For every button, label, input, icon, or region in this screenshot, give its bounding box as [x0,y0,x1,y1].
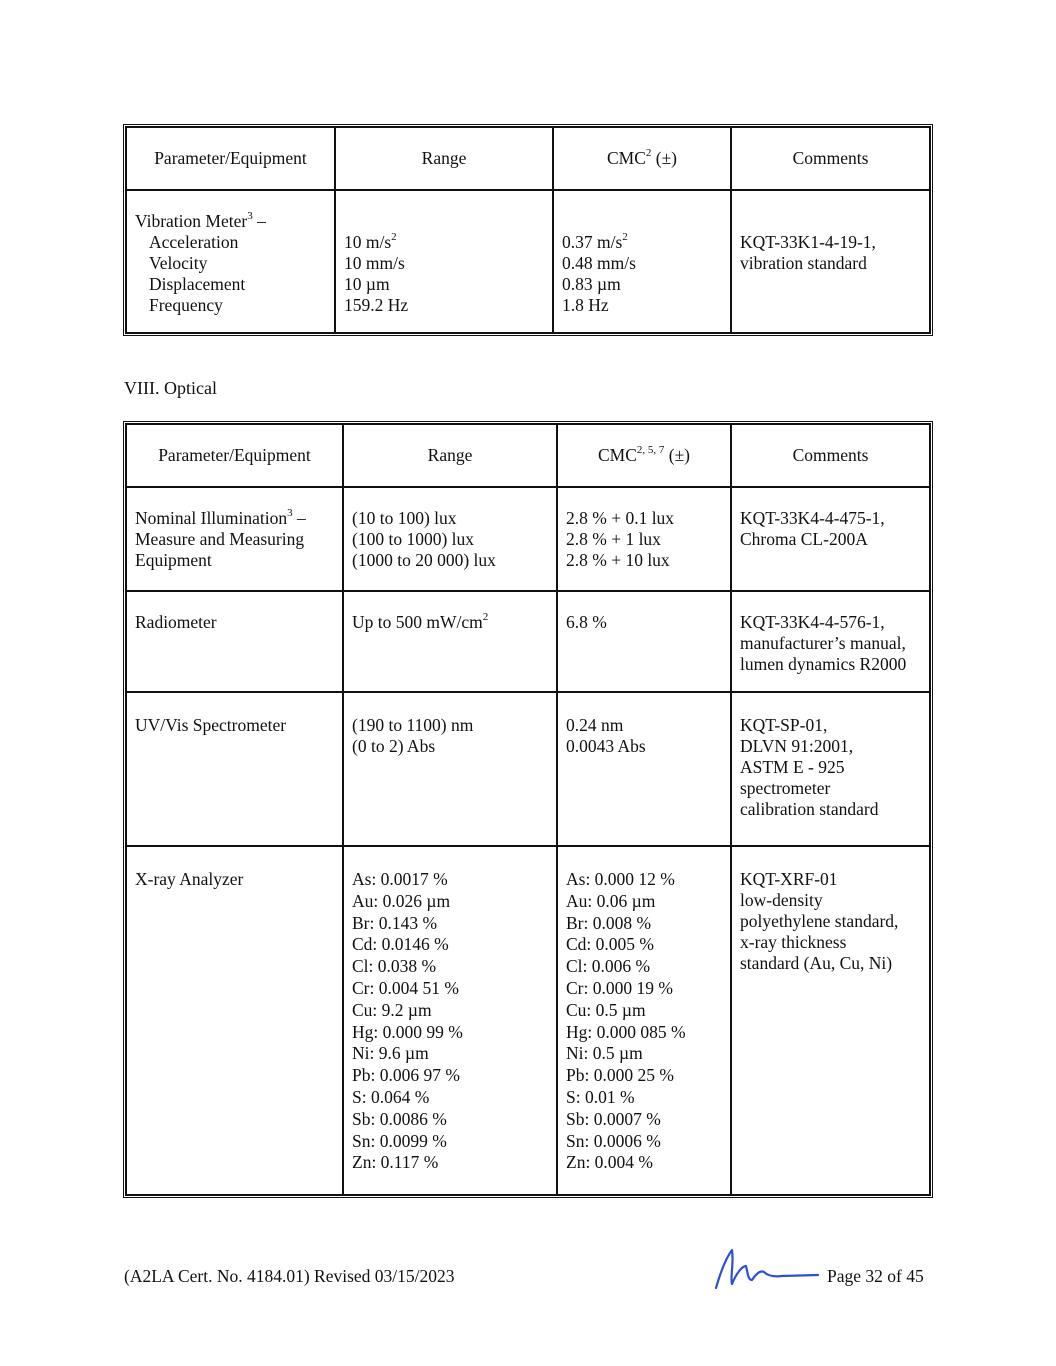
comments-cell: KQT-33K4-4-576-1, manufacturer’s manual, lumen dynamics R2000 [731,591,930,692]
cmc-cell: 2.8 % + 0.1 lux 2.8 % + 1 lux 2.8 % + 10 lux [557,487,731,591]
header-parameter: Parameter/Equipment [126,424,343,487]
cmc-cell: 6.8 % [557,591,731,692]
table-row [126,692,930,846]
vibration-table [123,124,933,336]
range-cell: 10 $m/s^2$ 10 mm/s 10 µm 159.2 Hz [335,190,553,333]
range-cell: As: 0.0017 % Au: 0.026 µm Br: 0.143 % Cd: 0.0146 % Cl: 0.038 % Cr: 0.004 51 % Cu: 9.2 µm Hg: 0.000 99 % Ni: 9.6 µm Pb: 0.006 97 % S: 0.064 % Sb: 0.0086 % Sn: 0.0099 % Zn: 0.117 % [343,846,557,1195]
signature-stroke [716,1250,818,1288]
footer-cert: (A2LA Cert. No. 4184.01) Revised 03/15/2023 [124,1266,455,1286]
parameter-cell: X-ray Analyzer [126,846,343,1195]
table-row [126,591,930,692]
parameter-cell: Nominal Illumination$^3$ – Measure and Measuring Equipment [126,487,343,591]
cmc-cell: 0.37 $m/s^2$ 0.48 mm/s 0.83 µm 1.8 Hz [553,190,731,333]
header-range: Range [335,127,553,190]
table-row [126,487,930,591]
comments-cell: KQT-33K1-4-19-1, vibration standard [731,190,930,333]
comments-cell: KQT-33K4-4-475-1, Chroma CL-200A [731,487,930,591]
optical-table [123,421,933,1198]
range-cell: (190 to 1100) nm (0 to 2) Abs [343,692,557,846]
header-cmc: CMC$^2$ (±) [553,127,731,190]
table-row [126,190,930,333]
header-range: Range [343,424,557,487]
table-row [126,846,930,1195]
header-parameter: Parameter/Equipment [126,127,335,190]
table-header-row [126,127,930,190]
comments-cell: KQT-XRF-01 low-density polyethylene standard, x-ray thickness standard (Au, Cu, Ni) [731,846,930,1195]
page-number: Page 32 of 45 [827,1266,924,1286]
header-comments: Comments [731,127,930,190]
parameter-cell: Vibration Meter$^3$ – Acceleration Velocity Displacement Frequency [126,190,335,333]
header-cmc: CMC$^{2, 5, 7}$ (±) [557,424,731,487]
parameter-cell: UV/Vis Spectrometer [126,692,343,846]
range-cell: Up to 500 $mW/cm^2$ [343,591,557,692]
signature-image [712,1244,820,1292]
comments-cell: KQT-SP-01, DLVN 91:2001, ASTM E - 925 spectrometer calibration standard [731,692,930,846]
cmc-cell: 0.24 nm 0.0043 Abs [557,692,731,846]
table-header-row [126,424,930,487]
cmc-cell: As: 0.000 12 % Au: 0.06 µm Br: 0.008 % Cd: 0.005 % Cl: 0.006 % Cr: 0.000 19 % Cu: 0.5 µm Hg: 0.000 085 % Ni: 0.5 µm Pb: 0.000 25 % S: 0.01 % Sb: 0.0007 % Sn: 0.0006 % Zn: 0.004 % [557,846,731,1195]
section-heading: VIII. Optical [124,378,217,398]
parameter-cell: Radiometer [126,591,343,692]
range-cell: (10 to 100) lux (100 to 1000) lux (1000 to 20 000) lux [343,487,557,591]
header-comments: Comments [731,424,930,487]
